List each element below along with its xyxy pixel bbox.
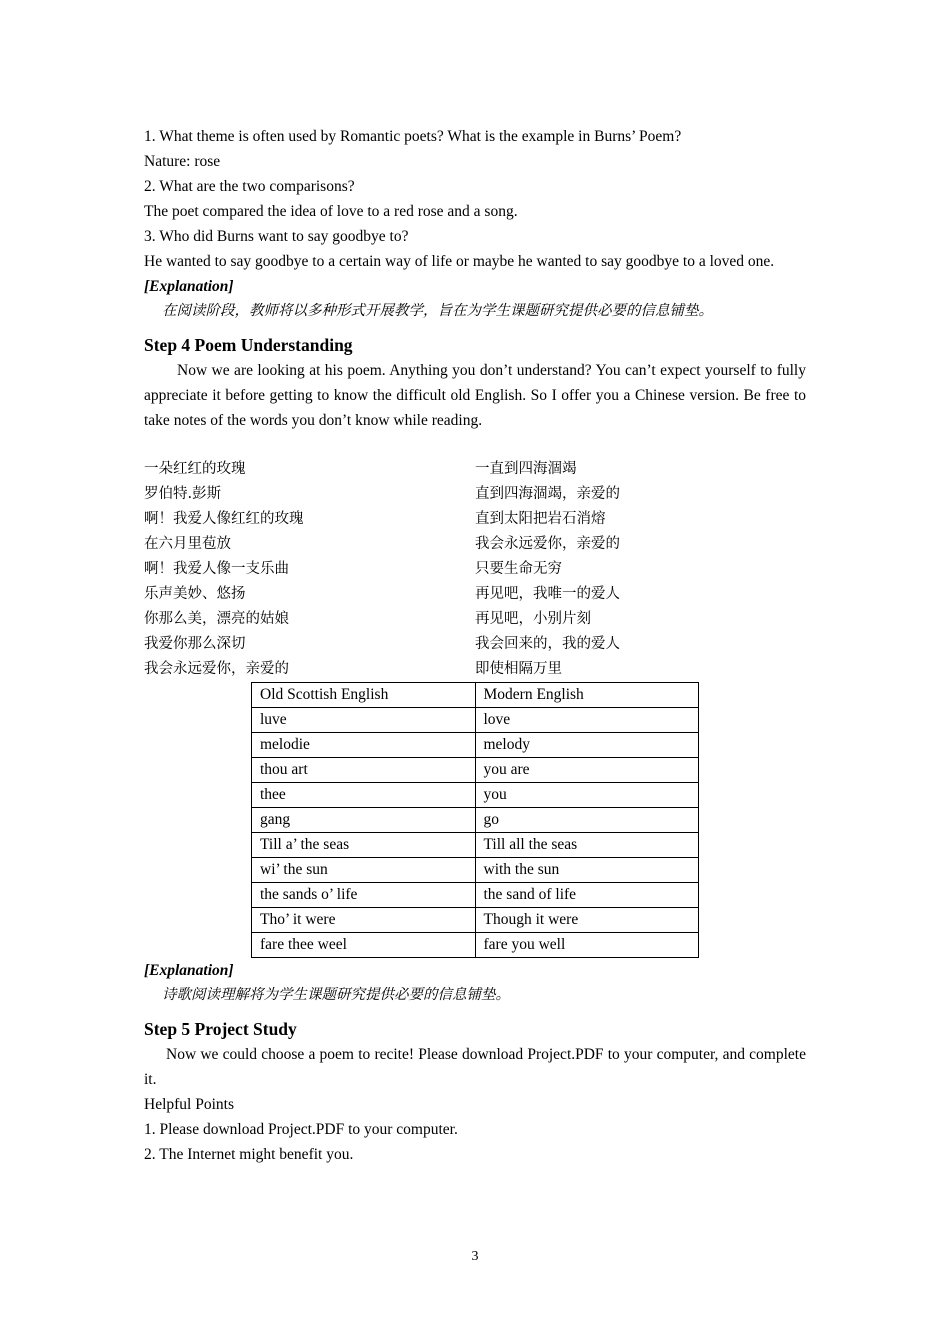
helpful-points-title: Helpful Points xyxy=(144,1096,234,1113)
step4-heading: Step 4 Poem Understanding xyxy=(144,335,353,355)
table-cell: Till a’ the seas xyxy=(252,833,476,858)
explanation-label-1: [Explanation] xyxy=(144,278,234,295)
answer-3: He wanted to say goodbye to a certain way of life or maybe he wanted to say goodbye to a loved one. xyxy=(144,253,775,270)
explanation-text-1: 在阅读阶段，教师将以多种形式开展教学，旨在为学生课题研究提供必要的信息铺垫。 xyxy=(162,303,713,319)
table-cell: thee xyxy=(252,783,476,808)
table-cell: melodie xyxy=(252,733,476,758)
poem-line: 我会永远爱你，亲爱的 xyxy=(475,536,620,552)
helpful-point: 1. Please download Project.PDF to your computer. xyxy=(144,1121,458,1138)
poem-line: 只要生命无穷 xyxy=(475,561,562,577)
table-cell: melody xyxy=(475,733,699,758)
explanation-label-2: [Explanation] xyxy=(144,962,234,979)
table-row xyxy=(252,758,699,783)
explanation-text-2: 诗歌阅读理解将为学生课题研究提供必要的信息铺垫。 xyxy=(162,987,510,1003)
table-cell: love xyxy=(475,708,699,733)
poem-column-left xyxy=(144,457,475,682)
table-cell: fare thee weel xyxy=(252,933,476,958)
document-page xyxy=(144,124,806,1167)
step5-heading: Step 5 Project Study xyxy=(144,1019,297,1039)
table-row xyxy=(252,933,699,958)
page-number: 3 xyxy=(471,1249,479,1264)
table-cell: the sand of life xyxy=(475,883,699,908)
table-header-old: Old Scottish English xyxy=(252,683,476,708)
poem-line: 我会永远爱你，亲爱的 xyxy=(144,661,289,677)
table-cell: gang xyxy=(252,808,476,833)
table-row xyxy=(252,783,699,808)
question-2: 2. What are the two comparisons? xyxy=(144,178,355,195)
table-row xyxy=(252,683,699,708)
question-1: 1. What theme is often used by Romantic poets? What is the example in Burns’ Poem? xyxy=(144,128,682,145)
table-cell: with the sun xyxy=(475,858,699,883)
table-cell: go xyxy=(475,808,699,833)
table-row xyxy=(252,808,699,833)
poem-line: 我爱你那么深切 xyxy=(144,636,246,652)
poem-line: 罗伯特.彭斯 xyxy=(144,486,222,502)
poem-line: 直到四海涸竭，亲爱的 xyxy=(475,486,620,502)
table-cell: fare you well xyxy=(475,933,699,958)
poem-line: 乐声美妙、悠扬 xyxy=(144,586,246,602)
table-row xyxy=(252,708,699,733)
vocabulary-table xyxy=(251,682,699,958)
answer-2: The poet compared the idea of love to a red rose and a song. xyxy=(144,203,518,220)
poem-line: 在六月里苞放 xyxy=(144,536,231,552)
poem-line: 即使相隔万里 xyxy=(475,661,562,677)
table-cell: Till all the seas xyxy=(475,833,699,858)
table-cell: Tho’ it were xyxy=(252,908,476,933)
table-header-modern: Modern English xyxy=(475,683,699,708)
table-row xyxy=(252,733,699,758)
table-cell: the sands o’ life xyxy=(252,883,476,908)
table-cell: Though it were xyxy=(475,908,699,933)
poem-line: 再见吧，我唯一的爱人 xyxy=(475,586,620,602)
poem-line: 直到太阳把岩石消熔 xyxy=(475,511,606,527)
question-3: 3. Who did Burns want to say goodbye to? xyxy=(144,228,409,245)
poem-line: 一朵红红的玫瑰 xyxy=(144,461,246,477)
poem-line: 再见吧，小别片刻 xyxy=(475,611,591,627)
chinese-poem xyxy=(144,457,806,682)
poem-column-right xyxy=(475,457,806,682)
step4-paragraph: Now we are looking at his poem. Anything you don’t understand? You can’t expect yourself to fully appreciate it before getting to know the difficult old English. So I offer you a Chinese version. Be free to take notes of the words you don’t know while reading. xyxy=(144,362,806,429)
poem-line: 啊！我爱人像红红的玫瑰 xyxy=(144,511,304,527)
table-row xyxy=(252,883,699,908)
table-cell: wi’ the sun xyxy=(252,858,476,883)
table-cell: you are xyxy=(475,758,699,783)
poem-line: 我会回来的，我的爱人 xyxy=(475,636,620,652)
answer-1: Nature: rose xyxy=(144,153,221,170)
poem-line: 你那么美，漂亮的姑娘 xyxy=(144,611,289,627)
table-row xyxy=(252,858,699,883)
step5-paragraph: Now we could choose a poem to recite! Please download Project.PDF to your computer, and complete it. xyxy=(144,1046,806,1088)
table-row xyxy=(252,908,699,933)
table-cell: thou art xyxy=(252,758,476,783)
poem-line: 一直到四海涸竭 xyxy=(475,461,577,477)
helpful-point: 2. The Internet might benefit you. xyxy=(144,1146,354,1163)
table-row xyxy=(252,833,699,858)
poem-line: 啊！我爱人像一支乐曲 xyxy=(144,561,289,577)
table-cell: luve xyxy=(252,708,476,733)
table-cell: you xyxy=(475,783,699,808)
